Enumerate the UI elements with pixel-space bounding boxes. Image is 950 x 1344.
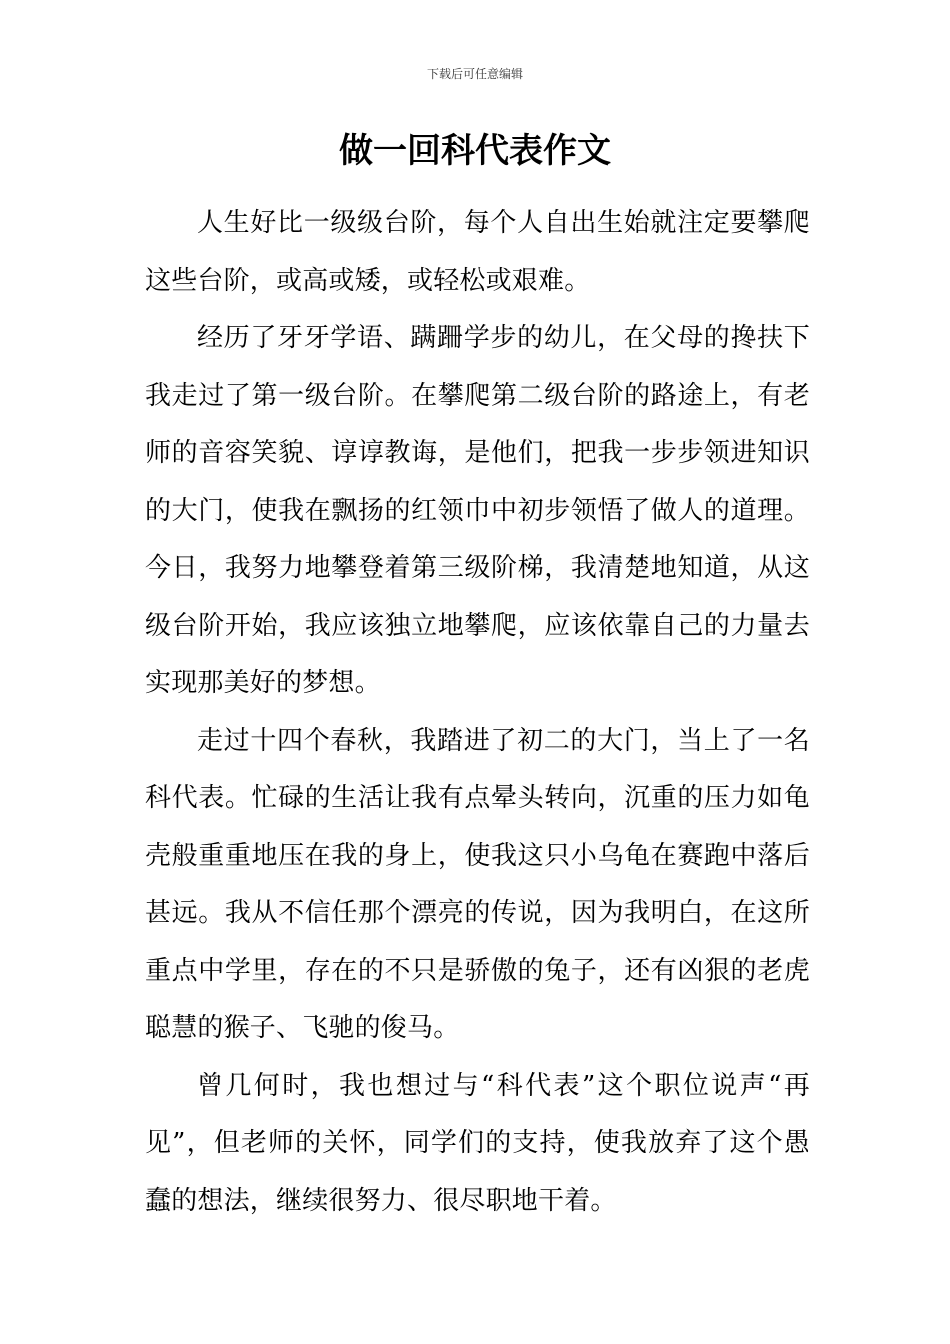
paragraph-4: 曾几何时，我也想过与“科代表”这个职位说声“再见”，但老师的关怀，同学们的支持，使我放弃了这个愚蠢的想法，继续很努力、很尽职地干着。 (145, 1070, 810, 1216)
paragraph-1: 人生好比一级级台阶，每个人自出生始就注定要攀爬这些台阶，或高或矮，或轻松或艰难。 (145, 208, 810, 296)
document-title: 做一回科代表作文 (339, 131, 611, 171)
header-note: 下载后可任意编辑 (426, 67, 523, 81)
paragraph-2: 经历了牙牙学语、蹒跚学步的幼儿，在父母的搀扶下我走过了第一级台阶。在攀爬第二级台阶的路途上，有老师的音容笑貌、谆谆教诲，是他们，把我一步步领进知识的大门，使我在飘扬的红领巾中初步领悟了做人的道理。今日，我努力地攀登着第三级阶梯，我清楚地知道，从这级台阶开始，我应该独立地攀爬，应该依靠自己的力量去实现那美好的梦想。 (145, 323, 810, 698)
document-body (145, 195, 810, 1230)
paragraph-3: 走过十四个春秋，我踏进了初二的大门，当上了一名科代表。忙碌的生活让我有点晕头转向，沉重的压力如龟壳般重重地压在我的身上，使我这只小乌龟在赛跑中落后甚远。我从不信任那个漂亮的传说，因为我明白，在这所重点中学里，存在的不只是骄傲的兔子，还有凶狠的老虎聪慧的猴子、飞驰的俊马。 (145, 725, 810, 1043)
